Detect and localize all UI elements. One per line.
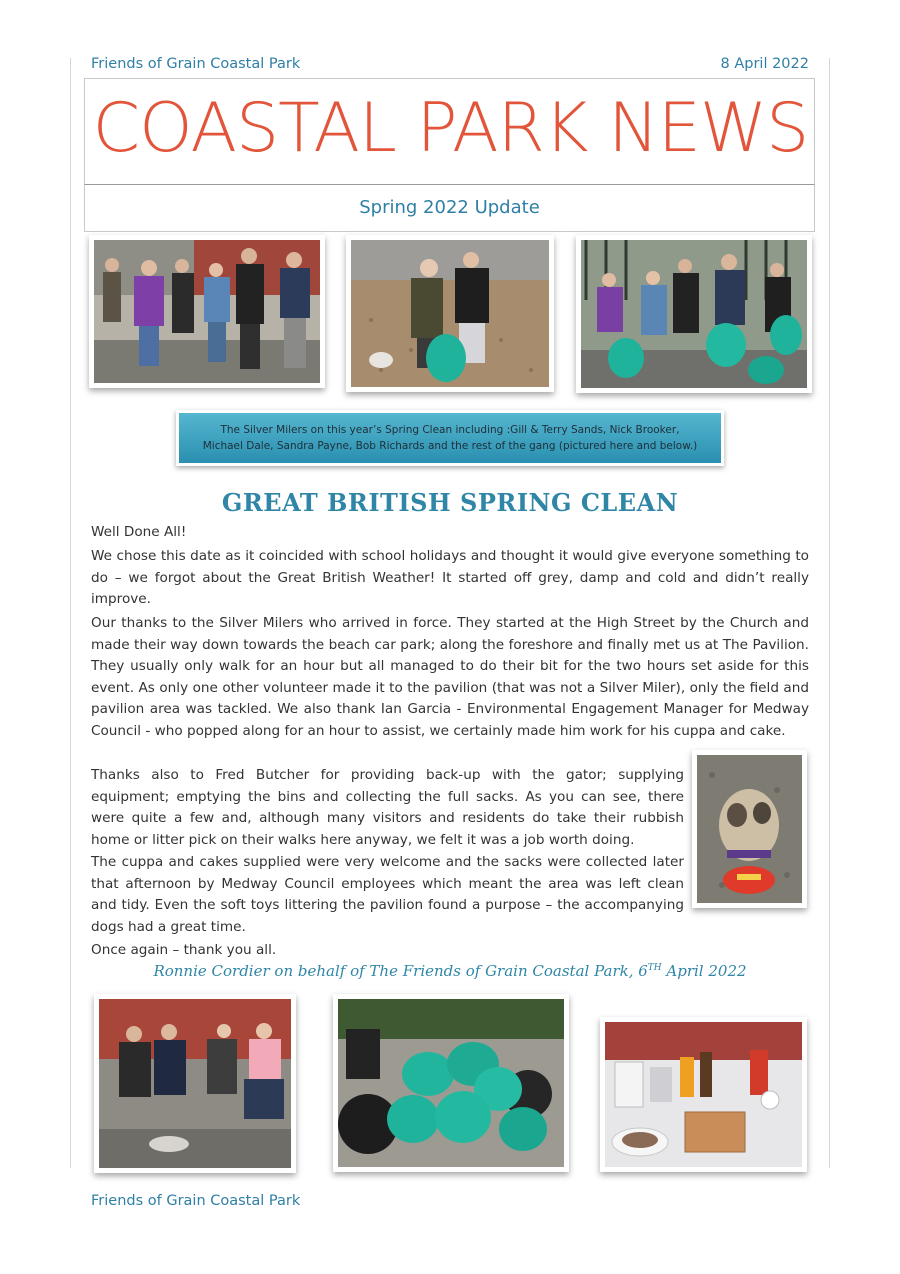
masthead-title: COASTAL PARK NEWS xyxy=(92,89,809,168)
signature-line xyxy=(0,962,900,980)
signature-pre: Ronnie Cordier on behalf of The Friends of Grain Coastal Park, 6 xyxy=(153,962,648,980)
caption-line-2: Michael Dale, Sandra Payne, Bob Richards and the rest of the gang (pictured here and below.) xyxy=(202,440,698,452)
paragraph-2: Our thanks to the Silver Milers who arrived in force. They started at the High Street by the Church and made their way down towards the beach car park; along the foreshore and finally met us at The Pavilion. They usually only walk for an hour but all managed to do their bit for the two hours set aside for this event. As only one other volunteer made it to the pavilion (that was not a Silver Miler), only the field and pavilion area was tackled. We also thank Ian Garcia - Environmental Engagement Manager for Medway Council - who popped along for an hour to assist, we certainly made him work for his cuppa and cake. xyxy=(91,615,809,739)
footer-org-name: Friends of Grain Coastal Park xyxy=(91,1193,301,1209)
tea-cakes-photo-graphic xyxy=(605,1022,802,1167)
group-photo-graphic xyxy=(94,240,320,383)
greeting: Well Done All! xyxy=(91,524,187,540)
photo-dog-with-toy xyxy=(692,750,807,908)
paragraph-4: The cuppa and cakes supplied were very welcome and the sacks were collected later that afternoon by Medway Council employees which meant the area was left clean and tidy. Even the soft toys littering the pavilion found a purpose – the accompanying dogs had a great time. xyxy=(91,854,684,935)
seated-group-photo-graphic xyxy=(99,999,291,1168)
photo-tea-and-cakes xyxy=(600,1017,807,1172)
paragraph-1: We chose this date as it coincided with school holidays and thought it would give everyone something to do – we forgot about the Great British Weather! It started off grey, damp and cold and didn’t really improve. xyxy=(91,548,809,607)
signature-sup: TH xyxy=(647,963,662,973)
photo-beach-cleanup xyxy=(346,235,554,392)
closing-line: Once again – thank you all. xyxy=(91,942,277,958)
collected-sacks-photo-graphic xyxy=(338,999,564,1167)
dog-photo-graphic xyxy=(697,755,802,903)
photo-silver-milers-group xyxy=(89,235,325,388)
caption-line-1: The Silver Milers on this year’s Spring Clean including :Gill & Terry Sands, Nick Brooker, xyxy=(220,424,680,436)
photo-collected-sacks xyxy=(333,994,569,1172)
signature-post: April 2022 xyxy=(661,962,747,980)
photo-seated-group xyxy=(94,994,296,1173)
photo-caption xyxy=(176,410,724,466)
right-margin-rule xyxy=(829,58,830,1168)
subtitle-bar xyxy=(84,184,815,232)
article-headline: GREAT BRITISH SPRING CLEAN xyxy=(221,488,679,517)
subtitle-text: Spring 2022 Update xyxy=(359,197,540,218)
photo-group-with-sacks xyxy=(576,235,812,393)
paragraph-3: Thanks also to Fred Butcher for providing back-up with the gator; supplying equipment; emptying the bins and collecting the full sacks. As you can see, there were quite a few and, although many visitors and residents do take their rubbish home or litter pick on their walks here anyway, we felt it was a job worth doing. xyxy=(91,767,684,848)
masthead-box xyxy=(84,78,815,184)
header-date: 8 April 2022 xyxy=(720,56,809,72)
left-margin-rule xyxy=(70,58,71,1168)
sacks-group-photo-graphic xyxy=(581,240,807,388)
beach-photo-graphic xyxy=(351,240,549,387)
header-org-name: Friends of Grain Coastal Park xyxy=(91,56,301,72)
